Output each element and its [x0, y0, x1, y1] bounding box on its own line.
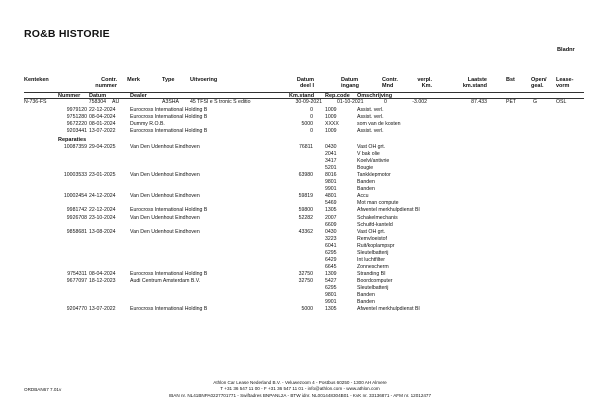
subheader-km-stand: Km.stand: [289, 93, 315, 99]
row-datum: 22-12-2024: [89, 207, 116, 214]
row-rep-code: XXXX: [325, 121, 339, 128]
vehicle-laatste-km: 87.433: [471, 99, 487, 105]
header-verplicht-km: verpl. Km.: [417, 77, 432, 90]
row-dealer: Audi Centrum Amsterdam B.V.: [130, 277, 201, 284]
row-omschrijving: Sleutelbatterij: [357, 249, 389, 256]
header-kenteken: Kenteken: [24, 77, 49, 83]
row-datum: 13-07-2022: [89, 128, 116, 135]
row-rep-code: 3417: [325, 158, 337, 165]
row-omschrijving: Assist. verl.: [357, 128, 384, 135]
header-brandstof: Bst: [506, 77, 515, 83]
row-km-stand: 0: [310, 128, 313, 135]
footer-address: Athlon Car Lease Nederland B.V. - Veluwezoom 4 - Postbus 60250 - 1300 AH Almere: [213, 380, 387, 385]
row-nummer: 9981742: [66, 207, 87, 214]
row-km-stand: 32750: [298, 270, 313, 277]
vehicle-datum-ingang: 01-10-2021: [337, 99, 364, 105]
row-km-stand: 5000: [301, 121, 313, 128]
row-omschrijving: Zonnescherm: [357, 263, 389, 270]
header-laatste-km: Laatste km.stand: [462, 77, 487, 90]
row-nummer: 9979120: [66, 107, 87, 114]
row-dealer: Van Den Udenhout Eindhoven: [130, 228, 200, 235]
row-omschrijving: Afwentel merkhulpdienst BI: [357, 207, 420, 214]
row-omschrijving: Schuifd-kanteld: [357, 221, 393, 228]
vehicle-verplicht-km: -3.002: [412, 99, 427, 105]
row-rep-code: 9801: [325, 179, 337, 186]
row-rep-code: 5201: [325, 165, 337, 172]
row-km-stand: 59819: [298, 193, 313, 200]
row-dealer: Eurocross International Holding B: [130, 306, 208, 313]
row-omschrijving: Vast OH grt.: [357, 144, 386, 150]
row-rep-code: 1305: [325, 306, 337, 313]
page-title: RO&B HISTORIE: [24, 28, 110, 40]
row-omschrijving: Vast OH grt.: [357, 228, 386, 235]
row-omschrijving: Boordcomputer: [357, 277, 393, 284]
subheader-nummer: Nummer: [58, 93, 81, 99]
row-omschrijving: Koelvl/antivrie: [357, 158, 390, 165]
row-rep-code: 5469: [325, 200, 337, 207]
row-nummer: 9204770: [66, 306, 87, 313]
row-km-stand: 59800: [298, 207, 313, 214]
row-rep-code: 2041: [325, 151, 337, 158]
row-omschrijving: Mot man compute: [357, 200, 399, 207]
row-nummer: 9203441: [66, 128, 87, 135]
row-rep-code: 6295: [325, 285, 337, 291]
row-km-stand: 43362: [298, 228, 313, 235]
row-nummer: 10003533: [63, 172, 87, 179]
row-rep-code: 3223: [325, 235, 337, 242]
row-rep-code: 6645: [325, 263, 337, 270]
row-dealer: Eurocross International Holding B: [130, 114, 208, 121]
row-dealer: Van Den Udenhout Eindhoven: [130, 144, 200, 150]
row-datum: 23-10-2024: [89, 214, 116, 221]
vehicle-uitvoering: 45 TFSI e S tronic S editio: [190, 99, 251, 105]
vehicle-contract-months: 0: [384, 99, 387, 105]
vehicle-open-geal: G: [533, 99, 538, 105]
row-km-stand: 63980: [298, 172, 313, 179]
subheader-rep-code: Rep.code: [325, 93, 350, 99]
subheader-omschrijving: Omschrijving: [357, 93, 393, 99]
subheader-datum: Datum: [89, 93, 107, 99]
vehicle-merk: AU: [112, 99, 120, 105]
row-rep-code: 1009: [325, 107, 337, 114]
row-km-stand: 76811: [298, 144, 313, 150]
row-dealer: Eurocross International Holding B: [130, 270, 208, 277]
header-uitvoering: Uitvoering: [190, 77, 218, 83]
row-dealer: Van Den Udenhout Eindhoven: [130, 214, 200, 221]
header-contract-months: Contr. Mnd: [382, 77, 398, 90]
header-datum-ingang: Datum ingang: [341, 77, 360, 90]
header-merk: Merk: [127, 77, 140, 83]
row-rep-code: 1009: [325, 114, 337, 121]
row-nummer: 9677097: [66, 277, 87, 284]
row-nummer: 9754311: [67, 270, 87, 277]
row-nummer: 10002454: [63, 193, 87, 200]
row-rep-code: 1309: [325, 270, 337, 277]
company-footer: [0, 380, 600, 399]
row-nummer: 9926708: [66, 214, 87, 221]
vehicle-datum-deel: 30-09-2021: [295, 99, 322, 105]
row-rep-code: 5427: [325, 277, 337, 284]
row-omschrijving: Stranding BI: [357, 270, 386, 277]
header-open-geal: Open/ geal.: [531, 77, 547, 90]
footer-contact: T +31 36 547 11 00 - F +31 36 547 11 01 - info@athlon.com - www.athlon.com: [220, 386, 380, 392]
row-nummer: 10087359: [63, 144, 87, 150]
row-omschrijving: Sleutelbatterij: [357, 285, 389, 291]
header-lease-vorm: Lease- vorm: [556, 77, 574, 90]
row-rep-code: 6041: [325, 242, 337, 249]
row-nummer: 9751280: [66, 114, 87, 121]
row-rep-code: 6429: [325, 256, 337, 263]
row-rep-code: 9901: [325, 186, 337, 193]
row-omschrijving: Accu: [357, 193, 369, 200]
row-datum: 24-12-2024: [89, 193, 116, 200]
row-omschrijving: Assist. verl.: [357, 114, 384, 121]
row-dealer: Eurocross International Holding B: [130, 207, 208, 214]
row-omschrijving: Banden: [357, 186, 375, 193]
row-rep-code: 1305: [325, 207, 337, 214]
row-datum: 13-07-2022: [89, 306, 116, 313]
row-nummer: 9858681: [66, 228, 87, 235]
footer-registration: IBAN nr. NL41BNPA0227701771 - Swiftadres BNPANL2A - BTW idnr. NL001448304B01 - KvK nr. 33136871 - AFM nr. 12012477: [168, 392, 432, 398]
row-omschrijving: Assist. verl.: [357, 107, 384, 114]
row-dealer: Van Den Udenhout Eindhoven: [130, 172, 200, 179]
row-rep-code: 1009: [325, 128, 337, 135]
row-omschrijving: Schakelmechanis: [357, 214, 398, 221]
row-km-stand: 52282: [298, 214, 313, 221]
row-omschrijving: Int luchtfilter: [357, 256, 385, 263]
page-number-label: Bladnr: [557, 47, 575, 53]
row-omschrijving: Afwentel merkhulpdienst BI: [357, 306, 420, 313]
row-km-stand: 5000: [301, 306, 313, 313]
row-rep-code: 0430: [325, 144, 337, 150]
row-datum: 08-04-2024: [89, 114, 116, 121]
row-datum: 18-12-2023: [89, 277, 116, 284]
row-datum: 08-04-2024: [89, 270, 116, 277]
vehicle-lease-vorm: OSL: [556, 99, 567, 105]
vehicle-kenteken: N-736-FS: [24, 99, 47, 105]
row-rep-code: 0430: [325, 228, 337, 235]
header-contract-number: Contr. nummer: [95, 77, 117, 90]
row-rep-code: 2007: [325, 214, 337, 221]
row-km-stand: 32750: [298, 277, 313, 284]
row-omschrijving: Bougie: [357, 165, 374, 172]
row-omschrijving: Remvloeistof: [357, 235, 387, 242]
row-rep-code: 4801: [325, 193, 337, 200]
row-km-stand: 0: [310, 107, 313, 114]
row-omschrijving: Banden: [357, 292, 375, 299]
row-omschrijving: som van de kosten: [357, 121, 401, 128]
row-rep-code: 6295: [325, 249, 337, 256]
subheader-dealer: Dealer: [130, 93, 147, 99]
row-datum: 13-08-2024: [89, 228, 116, 235]
row-dealer: Eurocross International Holding B: [130, 107, 208, 114]
header-datum-deel: Datum deel I: [296, 77, 314, 90]
row-dealer: Dummy R.O.B.: [130, 121, 165, 128]
row-km-stand: 0: [310, 114, 313, 121]
header-type: Type: [162, 77, 175, 83]
row-datum: 23-01-2025: [89, 172, 116, 179]
row-omschrijving: V bak olie: [357, 151, 380, 158]
row-datum: 22-12-2024: [89, 107, 116, 114]
row-dealer: Van Den Udenhout Eindhoven: [130, 193, 200, 200]
row-omschrijving: Banden: [357, 179, 375, 186]
row-datum: 08-01-2024: [89, 121, 116, 128]
row-nummer: 9672220: [66, 121, 87, 128]
row-rep-code: 9901: [325, 299, 337, 306]
row-rep-code: 8016: [325, 172, 337, 179]
row-datum: 29-04-2025: [89, 144, 116, 150]
row-rep-code: 6609: [325, 221, 337, 228]
row-omschrijving: Banden: [357, 299, 375, 306]
row-omschrijving: Ruit/koplampspr: [357, 242, 395, 249]
form-code: ORDBAN67 7.01v: [24, 387, 62, 392]
vehicle-contract-number: 758304: [88, 99, 106, 105]
vehicle-brandstof: PET: [506, 99, 517, 105]
row-dealer: Eurocross International Holding B: [130, 128, 208, 135]
section-reparaties: Reparaties: [58, 136, 87, 143]
row-omschrijving: Tankklepmotor: [357, 172, 391, 179]
vehicle-type: A3SHA: [162, 99, 180, 105]
row-rep-code: 9801: [325, 292, 337, 299]
